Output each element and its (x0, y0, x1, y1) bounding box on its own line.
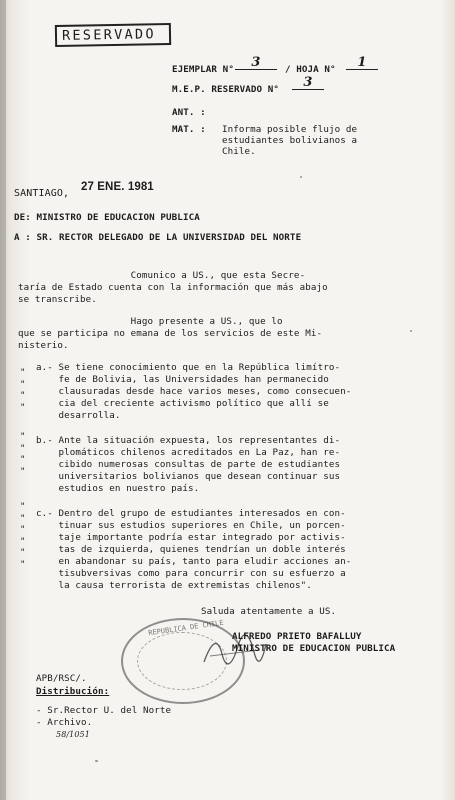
scan-shadow (0, 0, 6, 800)
scan-speck (300, 176, 302, 178)
item-b-line-1: b.- Ante la situación expuesta, los representantes di- (36, 435, 341, 446)
para2-line-1: Hago presente a US., que lo (18, 316, 283, 327)
item-c-line-1: c.- Dentro del grupo de estudiantes interesados en con- (36, 508, 346, 519)
signer-title: MINISTRO DE EDUCACION PUBLICA (232, 643, 396, 654)
scan-speck (410, 330, 412, 332)
closing-line: Saluda atentamente a US. (201, 606, 337, 617)
recipient-2: - Archivo. (36, 717, 93, 728)
mep-value: 3 (292, 77, 324, 90)
para1-line-3: se transcribe. (18, 294, 97, 305)
para2-line-3: nisterio. (18, 340, 69, 351)
mat-label: MAT. : (172, 124, 206, 135)
para2-line-2: que se participa no emana de los servicios de este Mi- (18, 328, 323, 339)
hoja-value: 1 (346, 57, 378, 70)
seal-text: REPUBLICA DE CHILE (147, 618, 225, 638)
ant-label: ANT. : (172, 107, 206, 118)
mat-line-1: Informa posible flujo de (222, 124, 358, 135)
item-c-line-7: la causa terrorista de extremistas chilenos". (36, 580, 312, 591)
item-c-line-2: tinuar sus estudios superiores en Chile, un porcen- (36, 520, 346, 531)
item-a-line-5: desarrolla. (36, 410, 121, 421)
reference-number: 58/1051 (56, 730, 90, 739)
para1-line-1: Comunico a US., que esta Secre- (18, 270, 306, 281)
para1-line-2: taría de Estado cuenta con la información que más abajo (18, 282, 328, 293)
item-c-line-3: taje importante podría estar integrado por activis- (36, 532, 346, 543)
mep-label: M.E.P. RESERVADO N° (172, 84, 279, 95)
signer-name: ALFREDO PRIETO BAFALLUY (232, 631, 362, 642)
initials: APB/RSC/. (36, 673, 87, 684)
margin-quotes-b: " " " " (20, 432, 26, 477)
scan-speck (95, 760, 98, 762)
item-a-line-3: clausuradas desde hace varios meses, como consecuen- (36, 386, 352, 397)
item-c-line-4: tas de izquierda, quienes tendrían un doble interés (36, 544, 346, 555)
item-b-line-2: plomáticos chilenos acreditados en La Paz, han re- (36, 447, 341, 458)
hoja-label: / HOJA N° (285, 64, 336, 75)
item-b-line-3: cibido numerosas consultas de parte de estudiantes (36, 459, 341, 470)
item-a-line-4: cia del creciente activismo político que allí se (36, 398, 329, 409)
item-c-line-6: tisubversivas como para concurrir con su esfuerzo a (36, 568, 346, 579)
place-label: SANTIAGO, (14, 188, 70, 199)
date-stamp: 27 ENE. 1981 (81, 181, 154, 193)
reservado-stamp: RESERVADO (55, 23, 171, 47)
ejemplar-label: EJEMPLAR N° (172, 64, 234, 75)
margin-quotes-a: " " " " (20, 368, 26, 413)
distribution-label: Distribución: (36, 686, 110, 697)
to-line: A : SR. RECTOR DELEGADO DE LA UNIVERSIDAD DEL NORTE (14, 232, 302, 243)
item-b-line-4: universitarios bolivianos que desean continuar sus (36, 471, 341, 482)
mat-line-2: estudiantes bolivianos a (222, 135, 358, 146)
recipient-1: - Sr.Rector U. del Norte (36, 705, 172, 716)
item-a-line-1: a.- Se tiene conocimiento que en la República limítro- (36, 362, 341, 373)
item-a-line-2: fe de Bolivia, las Universidades han permanecido (36, 374, 329, 385)
margin-quotes-c: " " " " " " (20, 502, 26, 570)
from-line: DE: MINISTRO DE EDUCACION PUBLICA (14, 212, 200, 223)
item-b-line-5: estudios en nuestro país. (36, 483, 200, 494)
ejemplar-value: 3 (235, 57, 277, 70)
mat-line-3: Chile. (222, 146, 256, 157)
item-c-line-5: en abandonar su país, tanto para eludir acciones an- (36, 556, 352, 567)
